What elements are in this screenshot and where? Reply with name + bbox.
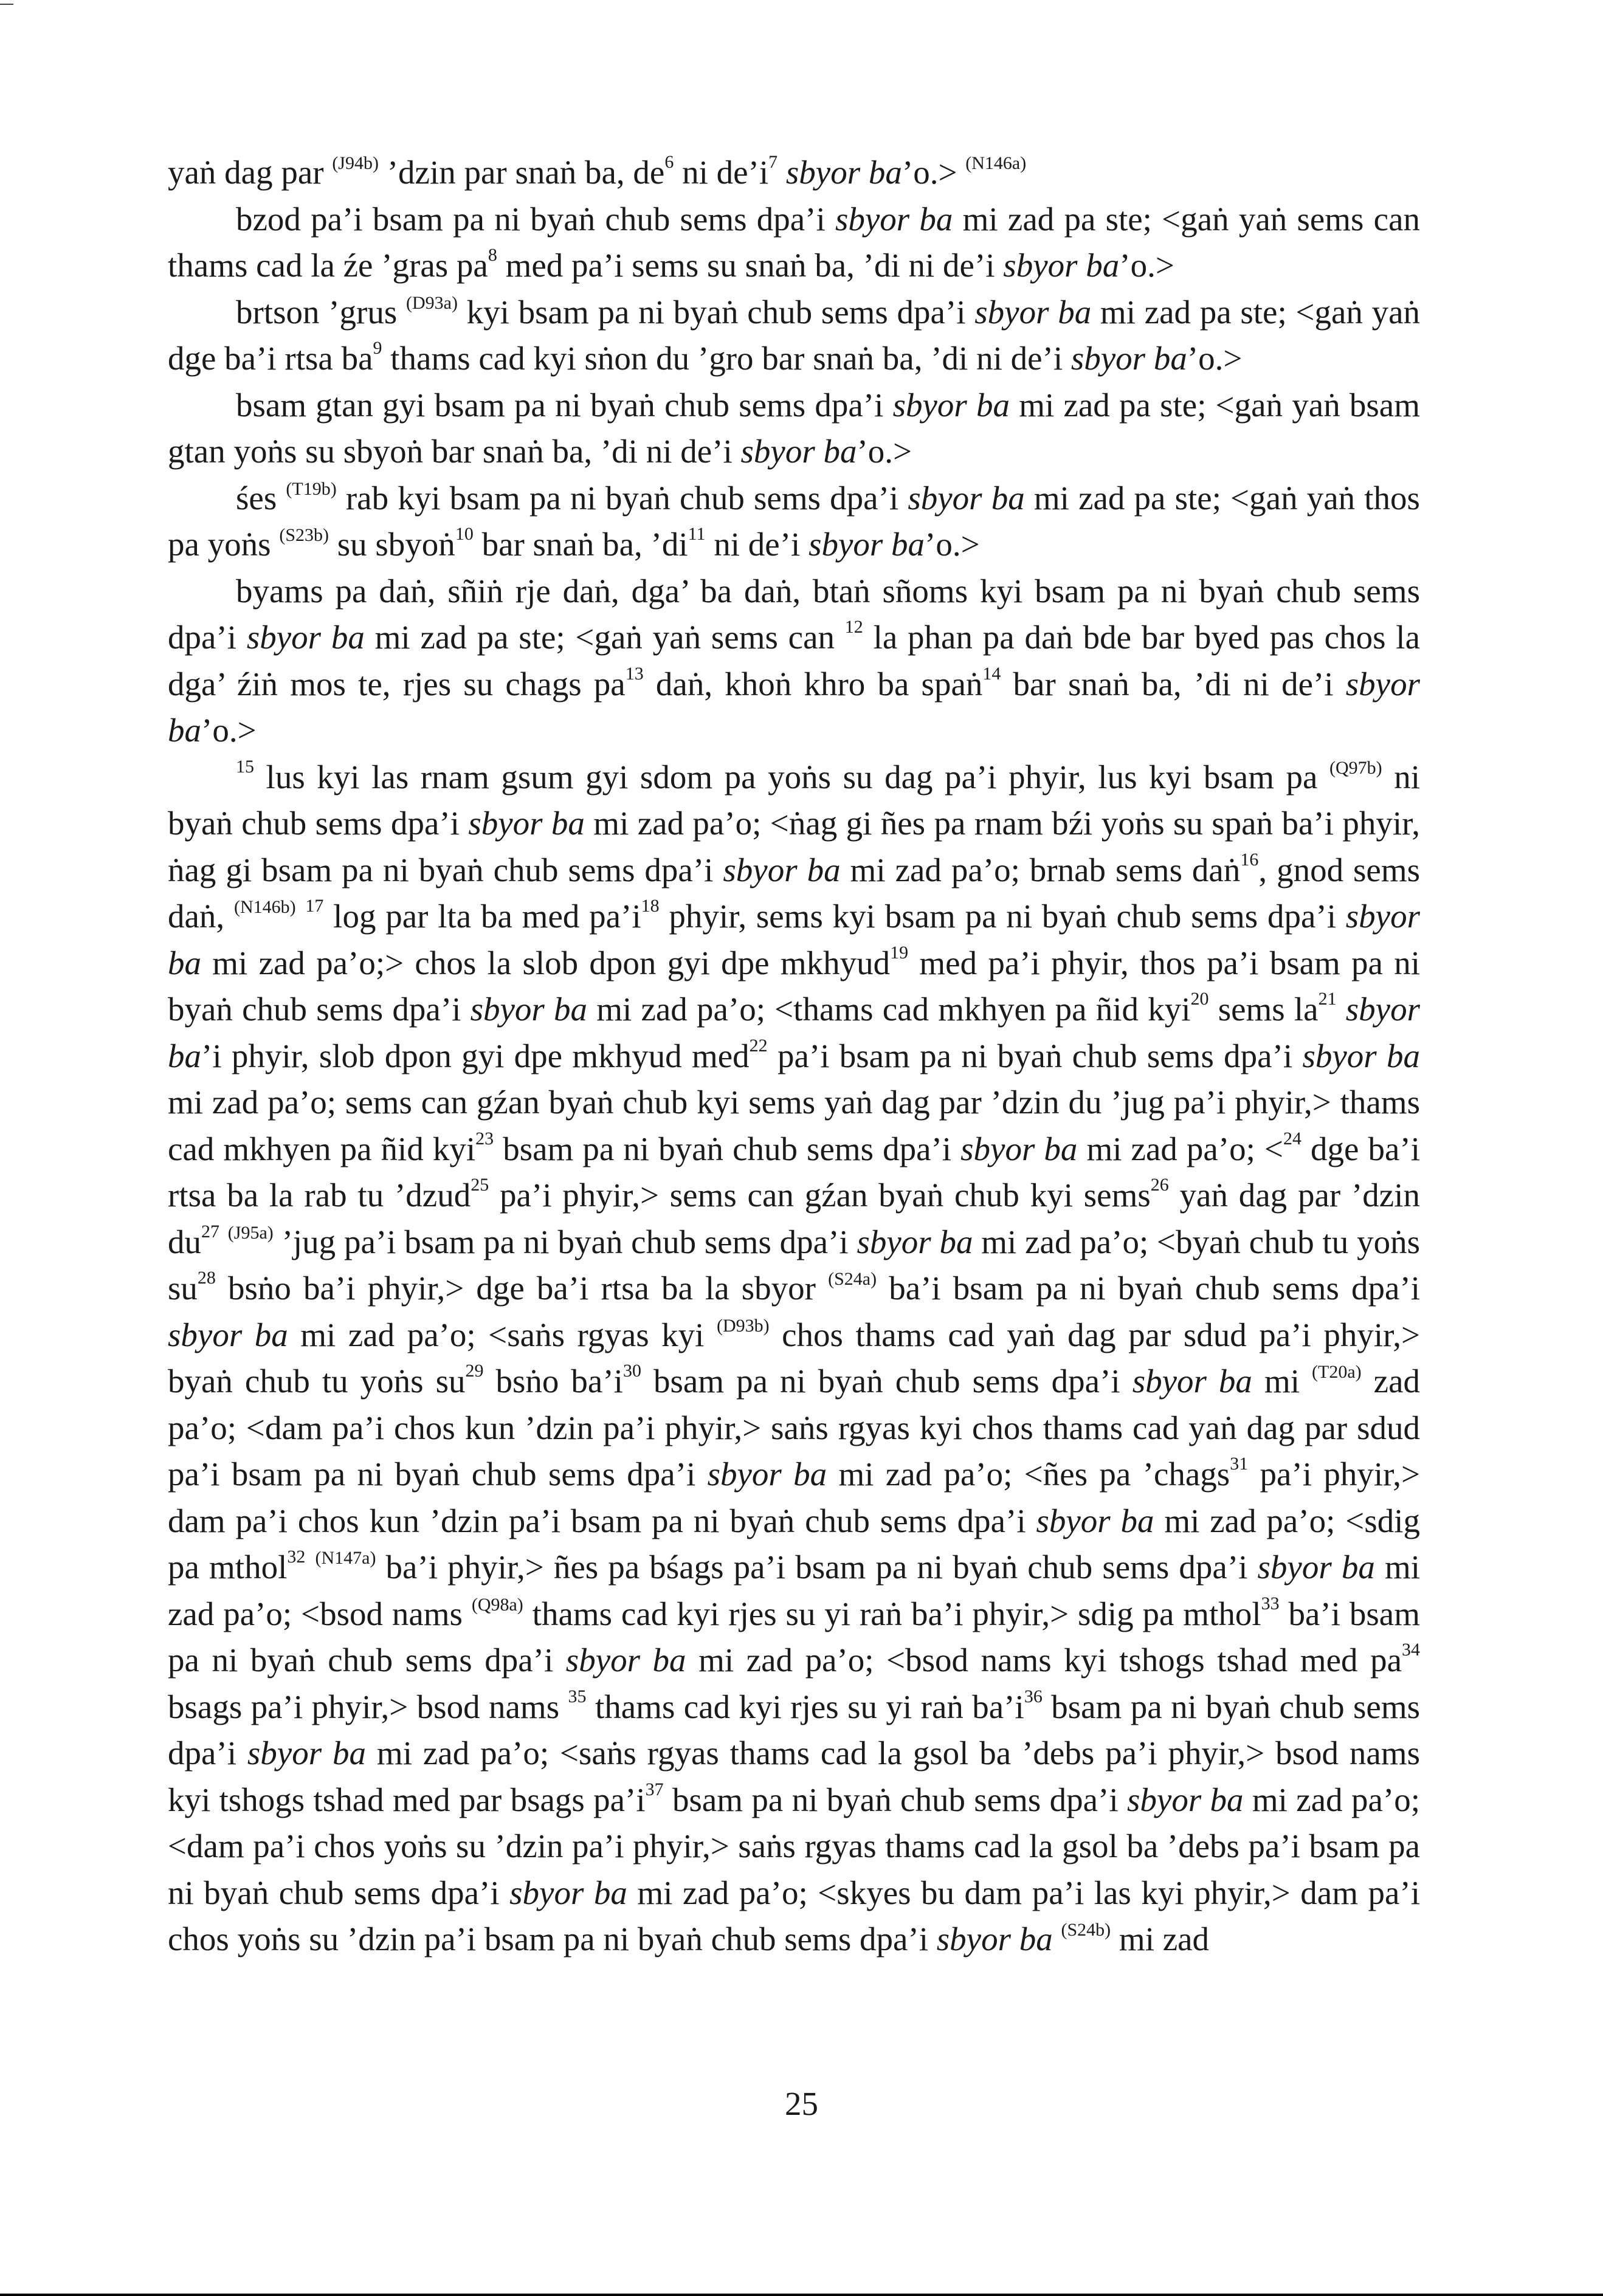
text-paragraph [168, 289, 1420, 382]
text-run: bar snaṅ ba, ’di ni de’i [1001, 665, 1346, 703]
text-run: bsam gtan gyi bsam pa ni byaṅ chub sems dpa’i [236, 386, 893, 424]
italic-term: sbyor ba [785, 154, 902, 191]
text-run: bzod pa’i bsam pa ni byaṅ chub sems dpa’i [236, 200, 835, 238]
text-run: ’jug pa’i bsam pa ni byaṅ chub sems dpa’i [273, 1223, 857, 1260]
text-run: mi zad pa’o; ˂saṅs rgyas thams cad la gsol ba ’debs pa’i phyir,˃ bsod nams kyi tshogs tshad med par bsags pa’i [168, 1734, 1420, 1818]
italic-term: sbyor ba [974, 293, 1092, 331]
italic-term: sbyor ba [246, 619, 365, 656]
footnote-ref: 24 [1283, 1128, 1301, 1149]
text-paragraph [168, 754, 1420, 1963]
text-run: mi zad pa’o;˃ chos la slob dpon gyi dpe mkhyud [201, 944, 891, 981]
scan-artifact-mark [0, 4, 13, 5]
text-run: mi zad pa’o; ˂ñes pa ’chags [827, 1456, 1230, 1493]
text-run: la phan pa daṅ bde bar byed pas chos la dga’ źiṅ mos te, rjes su chags pa [168, 619, 1420, 703]
footnote-ref: 12 [844, 617, 863, 637]
text-run: pa’i bsam pa ni byaṅ chub sems dpa’i [767, 1037, 1303, 1074]
text-run: sems la [1208, 991, 1319, 1028]
italic-term: sbyor ba [565, 1641, 686, 1679]
footnote-ref: 6 [664, 152, 674, 172]
text-run: zad pa’o; ˂dam pa’i chos kun ’dzin pa’i phyir,˃ saṅs rgyas kyi chos thams cad yaṅ dag par sdud pa’i bsam pa ni byaṅ chub sems dpa’i [168, 1363, 1420, 1493]
text-run: ba’i phyir,˃ ñes pa bśags pa’i bsam pa ni byaṅ chub sems dpa’i [376, 1548, 1258, 1586]
text-run: ’o.˃ [857, 433, 912, 470]
italic-term: sbyor ba [1036, 1502, 1154, 1539]
text-paragraph [168, 382, 1420, 475]
text-run: ’i phyir, slob dpon gyi dpe mkhyud med [201, 1037, 750, 1074]
text-run: mi zad pa ste; ˂gaṅ yaṅ sems can thams cad la źe ’gras pa [168, 200, 1420, 284]
footnote-ref: 15 [236, 756, 254, 777]
text-paragraph [168, 150, 1420, 196]
folio-siglum: (D93a) [405, 292, 458, 313]
folio-siglum: (S24b) [1061, 1920, 1111, 1940]
text-run: phyir, sems kyi bsam pa ni byaṅ chub sems dpa’i [659, 898, 1346, 935]
italic-term: sbyor ba [936, 1920, 1053, 1957]
italic-term: sbyor ba [168, 1316, 288, 1353]
text-run: mi zad pa’o; brnab sems daṅ [840, 851, 1241, 888]
italic-term: sbyor ba [1127, 1781, 1244, 1818]
text-run: ni byaṅ chub sems dpa’i [168, 758, 1420, 842]
footnote-ref: 7 [768, 152, 778, 172]
text-run: mi zad pa ste; ˂gaṅ yaṅ bsam gtan yoṅs su sbyoṅ bar snaṅ ba, ’di ni de’i [168, 386, 1420, 470]
text-run: bsam pa ni byaṅ chub sems dpa’i [663, 1781, 1127, 1818]
italic-term: sbyor ba [960, 1130, 1078, 1167]
folio-siglum: (N147a) [315, 1548, 376, 1568]
text-run: ’o.˃ [201, 712, 257, 749]
text-run: rab kyi bsam pa ni byaṅ chub sems dpa’i [336, 479, 908, 517]
text-paragraph [168, 196, 1420, 289]
text-run: mi zad pa’o; ˂saṅs rgyas kyi [288, 1316, 717, 1353]
italic-term: sbyor ba [723, 851, 841, 888]
italic-term: sbyor ba [808, 526, 925, 563]
folio-siglum: (J95a) [227, 1222, 274, 1243]
footnote-ref: 26 [1150, 1175, 1169, 1195]
footnote-ref: 22 [749, 1035, 768, 1056]
italic-term: sbyor ba [168, 991, 1421, 1074]
text-run: ba’i bsam pa ni byaṅ chub sems dpa’i [168, 1595, 1420, 1679]
folio-siglum: (T19b) [286, 478, 337, 499]
text-run: kyi bsam pa ni byaṅ chub sems dpa’i [457, 293, 975, 331]
text-run: mi zad pa’o; ˂dam pa’i chos yoṅs su ’dzin pa’i phyir,˃ saṅs rgyas thams cad la gsol ba ’debs pa’i bsam pa ni byaṅ chub sems dpa’i [168, 1781, 1420, 1911]
text-run: mi zad [1111, 1920, 1210, 1957]
text-run: lus kyi las rnam gsum gyi sdom pa yoṅs su dag pa’i phyir, lus kyi bsam pa [254, 758, 1329, 796]
footnote-ref: 21 [1318, 989, 1337, 1009]
text-run: dge ba’i rtsa ba la rab tu ’dzud [168, 1130, 1421, 1214]
footnote-ref: 23 [475, 1128, 494, 1149]
text-run: pa’i phyir,˃ dam pa’i chos kun ’dzin pa’i bsam pa ni byaṅ chub sems dpa’i [168, 1456, 1420, 1539]
footnote-ref: 16 [1240, 849, 1259, 870]
text-run: yaṅ dag par ’dzin du [168, 1177, 1420, 1260]
text-paragraph [168, 568, 1420, 754]
folio-siglum: (Q98a) [471, 1594, 523, 1615]
italic-term: sbyor ba [740, 433, 857, 470]
footnote-ref: 13 [625, 663, 644, 684]
italic-term: sbyor ba [835, 200, 953, 238]
text-run: thams cad kyi sṅon du ’gro bar snaṅ ba, ’di ni de’i [382, 340, 1071, 377]
folio-siglum: (J94b) [332, 153, 379, 173]
footnote-ref: 29 [465, 1361, 484, 1381]
text-run [219, 1223, 228, 1260]
footnote-ref: 32 [287, 1547, 306, 1567]
folio-siglum: (S24a) [828, 1269, 877, 1289]
text-run: mi zad pa ste; ˂gaṅ yaṅ thos pa yoṅs [168, 479, 1420, 563]
text-run: thams cad kyi rjes su yi raṅ ba’i phyir,˃ sdig pa mthol [523, 1595, 1261, 1632]
footnote-ref: 28 [197, 1268, 216, 1288]
text-paragraph [168, 475, 1420, 568]
text-run: bsam pa ni byaṅ chub sems dpa’i [641, 1363, 1132, 1400]
italic-term: sbyor ba [892, 386, 1010, 424]
text-run: bsṅo ba’i [483, 1363, 623, 1400]
text-run: ’o.˃ [925, 526, 980, 563]
text-run: mi zad pa’o; ˂skyes bu dam pa’i las kyi phyir,˃ dam pa’i chos yoṅs su ’dzin pa’i bsam pa ni byaṅ chub sems dpa’i [168, 1874, 1420, 1957]
folio-siglum: (T20a) [1312, 1362, 1362, 1382]
footnote-ref: 34 [1401, 1640, 1420, 1660]
text-run: chos thams cad yaṅ dag par sdud pa’i phyir,˃ byaṅ chub tu yoṅs su [168, 1316, 1420, 1400]
text-run: su sbyoṅ [329, 526, 455, 563]
text-run [305, 1548, 315, 1586]
italic-term: sbyor ba [247, 1734, 367, 1772]
text-run: brtson ’grus [236, 293, 406, 331]
text-run: mi zad pa’o; ˂sdig pa mthol [168, 1502, 1420, 1586]
footnote-ref: 35 [568, 1686, 587, 1707]
main-text-body [168, 150, 1420, 1963]
italic-term: sbyor ba [707, 1456, 827, 1493]
text-run: mi zad pa’o; sems can gźan byaṅ chub kyi sems yaṅ dag par ’dzin du ’jug pa’i phyir,˃ thams cad mkhyen pa ñid kyi [168, 1084, 1420, 1167]
text-run: byams pa daṅ, sñiṅ rje daṅ, dga’ ba daṅ, btaṅ sñoms kyi bsam pa ni byaṅ chub sems dpa’i [168, 572, 1420, 656]
italic-term: sbyor ba [857, 1223, 973, 1260]
footnote-ref: 8 [488, 245, 497, 265]
italic-term: sbyor ba [1070, 340, 1187, 377]
text-run: bar snaṅ ba, ’di [473, 526, 688, 563]
text-run: ’o.˃ [1119, 247, 1174, 284]
footnote-ref: 27 [201, 1221, 219, 1242]
text-run: , gnod sems daṅ, [168, 851, 1421, 935]
italic-term: sbyor ba [168, 665, 1420, 749]
text-run: med pa’i sems su snaṅ ba, ’di ni de’i [497, 247, 1004, 284]
text-run: mi zad pa’o; ˂thams cad mkhyen pa ñid kyi [587, 991, 1191, 1028]
italic-term: sbyor ba [1003, 247, 1120, 284]
text-run: mi zad pa ste; ˂gaṅ yaṅ dge ba’i rtsa ba [168, 293, 1420, 377]
text-run: bsṅo ba’i phyir,˃ dge ba’i rtsa ba la sbyor [215, 1270, 829, 1307]
text-run [1337, 991, 1346, 1028]
text-run: mi [1252, 1363, 1312, 1400]
footnote-ref: 17 [305, 896, 324, 916]
text-run: mi zad pa’o; ˂bsod nams kyi tshogs tshad med pa [686, 1641, 1402, 1679]
footnote-ref: 31 [1230, 1454, 1249, 1474]
text-run: ba’i bsam pa ni byaṅ chub sems dpa’i [877, 1270, 1420, 1307]
italic-term: sbyor ba [908, 479, 1025, 517]
page-number: 25 [785, 2085, 818, 2122]
text-run: med pa’i phyir, thos pa’i bsam pa ni byaṅ chub sems dpa’i [168, 944, 1421, 1028]
text-run: ni de’i [705, 526, 809, 563]
text-run: mi zad pa ste; ˂gaṅ yaṅ sems can [364, 619, 845, 656]
footnote-ref: 14 [982, 663, 1001, 684]
footnote-ref: 33 [1261, 1593, 1280, 1614]
italic-term: sbyor ba [470, 991, 588, 1028]
text-run: mi zad pa’o; ˂byaṅ chub tu yoṅs su [168, 1223, 1420, 1307]
text-run: ni de’i [674, 154, 769, 191]
text-run: yaṅ dag par [168, 154, 333, 191]
text-run: ’dzin par snaṅ ba, de [378, 154, 665, 191]
text-run [1053, 1920, 1061, 1957]
text-run: ’o.˃ [1187, 340, 1243, 377]
text-run: śes [236, 479, 286, 517]
folio-siglum: (Q97b) [1329, 757, 1382, 778]
italic-term: sbyor ba [1302, 1037, 1420, 1074]
text-run [777, 154, 786, 191]
folio-siglum: (S23b) [279, 525, 329, 545]
footnote-ref: 20 [1190, 989, 1209, 1009]
text-run: bsam pa ni byaṅ chub sems dpa’i [168, 1688, 1421, 1772]
footnote-ref: 10 [455, 524, 474, 544]
italic-term: sbyor ba [1132, 1363, 1252, 1400]
footnote-ref: 9 [373, 338, 382, 358]
folio-siglum: (N146b) [233, 897, 296, 917]
text-run: mi zad pa’o; ˂ [1077, 1130, 1283, 1167]
text-run: bsam pa ni byaṅ chub sems dpa’i [494, 1130, 961, 1167]
bottom-scan-edge [0, 2294, 1603, 2296]
footnote-ref: 18 [641, 896, 660, 916]
footnote-ref: 36 [1024, 1686, 1043, 1707]
footnote-ref: 11 [688, 524, 706, 544]
text-run: mi zad pa’o; ˂ṅag gi ñes pa rnam bźi yoṅs su spaṅ ba’i phyir, ṅag gi bsam pa ni byaṅ chub sems dpa’i [168, 805, 1420, 888]
folio-siglum: (N146a) [965, 153, 1027, 173]
italic-term: sbyor ba [509, 1874, 627, 1911]
italic-term: sbyor ba [168, 898, 1421, 981]
text-run: mi zad pa’o; ˂bsod nams [168, 1548, 1421, 1632]
footnote-ref: 25 [471, 1175, 489, 1195]
text-run: daṅ, khoṅ khro ba spaṅ [643, 665, 983, 703]
text-run [296, 898, 306, 935]
folio-siglum: (D93b) [716, 1315, 770, 1336]
text-run: pa’i phyir,˃ sems can gźan byaṅ chub kyi sems [489, 1177, 1151, 1214]
text-run: ’o.˃ [901, 154, 966, 191]
italic-term: sbyor ba [468, 805, 585, 842]
text-run: bsags pa’i phyir,˃ bsod nams [168, 1688, 568, 1725]
text-run: log par lta ba med pa’i [323, 898, 641, 935]
footnote-ref: 30 [622, 1361, 641, 1381]
footnote-ref: 19 [890, 942, 909, 963]
text-run: thams cad kyi rjes su yi raṅ ba’i [586, 1688, 1024, 1725]
footnote-ref: 37 [645, 1779, 664, 1799]
italic-term: sbyor ba [1257, 1548, 1375, 1586]
